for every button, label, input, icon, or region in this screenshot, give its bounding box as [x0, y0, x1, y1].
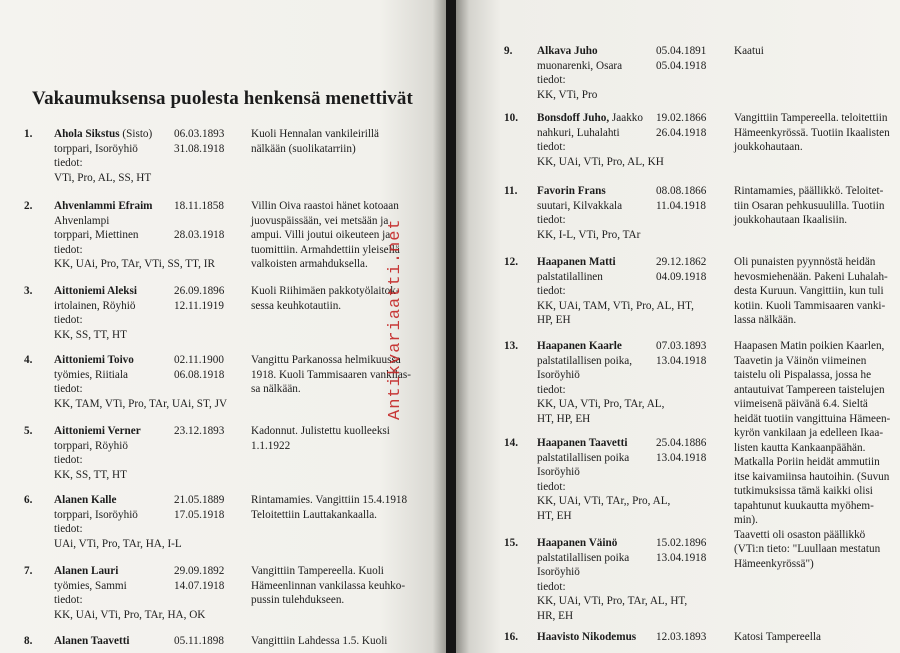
detail-line: KK, UA, VTi, Pro, TAr, AL,: [537, 398, 665, 410]
person-name: Bonsdoff Juho,: [537, 112, 610, 124]
note-line: tutkimuksissa tämä kaikki olisi: [734, 485, 873, 497]
entry-number: 16.: [504, 631, 518, 643]
note-line: 1918. Kuoli Tammisaaren vankilas-: [251, 368, 411, 381]
birth-date: 05.04.1891: [656, 45, 707, 57]
entry-dates: [656, 44, 706, 73]
detail-line: tiedot:: [54, 314, 83, 326]
entry-dates: [174, 424, 224, 439]
entry-name: [537, 436, 627, 451]
note-line: joukkohautaan.: [734, 141, 803, 153]
person-name: Ahola Sikstus: [54, 128, 120, 140]
note-line: sa nälkään.: [251, 383, 301, 395]
entry-number: 6.: [24, 494, 33, 506]
birth-date: 06.03.1893: [174, 128, 225, 140]
detail-line: Ahvenlampi: [54, 214, 110, 227]
birth-date: 21.05.1889: [174, 494, 225, 506]
detail-line: irtolainen, Röyhiö: [54, 299, 136, 312]
watermark: Antikvariaatti.net: [386, 218, 405, 420]
entry-name: [54, 493, 116, 508]
entry-details: [54, 142, 151, 186]
detail-line: palstatilallisen poika: [537, 451, 630, 464]
detail-line: HT, HP, EH: [537, 412, 591, 425]
note-line: pussin tulehdukseen.: [251, 594, 345, 606]
person-name: Aittoniemi Verner: [54, 425, 141, 437]
note-line: tiin Osaran pehkusuulilla. Tuotiin: [734, 199, 885, 212]
detail-line: KK, UAi, TAM, VTi, Pro, AL, HT,: [537, 299, 694, 312]
entry-note: [251, 634, 441, 649]
book-gutter: [446, 0, 456, 653]
entry-name: [537, 255, 616, 270]
note-line: Matkalla Poriin heidät ammutiin: [734, 456, 880, 468]
note-line: Vangittiin Lahdessa 1.5. Kuoli: [251, 635, 388, 647]
detail-line: torppari, Isoröyhiö: [54, 508, 138, 521]
birth-date: 29.12.1862: [656, 256, 707, 268]
note-line: Teloitettiin Lauttakankaalla.: [251, 508, 377, 521]
death-date: 17.05.1918: [174, 508, 225, 521]
detail-line: torppari, Röyhiö: [54, 439, 128, 452]
entry-details: [537, 126, 664, 170]
note-line: Hämeenkyrössä"): [734, 557, 814, 570]
detail-line: Isoröyhiö: [537, 369, 580, 381]
entry-note: [251, 564, 441, 608]
note-line: juovuspäissään, vei metsään ja: [251, 214, 389, 227]
detail-line: tiedot:: [537, 383, 566, 396]
birth-date: 15.02.1896: [656, 537, 707, 549]
entry-name: [537, 44, 598, 59]
detail-line: KK, UAi, Pro, TAr, VTi, SS, TT, IR: [54, 258, 215, 270]
right-page: [456, 0, 900, 653]
detail-line: KK, I-L, VTi, Pro, TAr: [537, 228, 641, 241]
entry-details: [537, 199, 640, 243]
entry-dates: [656, 184, 706, 213]
detail-line: tiedot:: [537, 214, 566, 226]
note-line: valkoisten armahduksella.: [251, 258, 368, 270]
death-date: 28.03.1918: [174, 229, 225, 241]
entry-note: [734, 44, 900, 59]
detail-line: tiedot:: [537, 74, 566, 86]
entry-details: [537, 354, 664, 427]
entry-name: [537, 630, 636, 645]
note-line: antautuivat Tampereen taistelujen: [734, 383, 885, 396]
detail-line: tiedot:: [537, 580, 566, 593]
detail-line: HP, EH: [537, 314, 571, 326]
person-name: Haapanen Taavetti: [537, 437, 628, 449]
note-line: lassa nälkään.: [734, 314, 797, 326]
left-page: [0, 0, 446, 653]
detail-line: työmies, Sammi: [54, 579, 127, 592]
entry-name: [54, 424, 141, 439]
entry-number: 1.: [24, 128, 33, 140]
birth-date: 18.11.1858: [174, 200, 224, 212]
birth-date: 29.09.1892: [174, 565, 225, 577]
entry-name: [54, 127, 152, 142]
detail-line: tiedot:: [54, 157, 83, 169]
note-line: Villin Oiva raastoi hänet kotoaan: [251, 200, 399, 212]
birth-date: 12.03.1893: [656, 631, 707, 643]
entry-note: [734, 339, 900, 571]
entry-name: [54, 634, 130, 649]
detail-line: tiedot:: [54, 594, 83, 606]
entry-dates: [174, 199, 224, 243]
entry-note: [251, 127, 441, 156]
person-name: Alanen Taavetti: [54, 635, 130, 647]
entry-note: [251, 493, 441, 522]
death-date: 13.04.1918: [656, 451, 707, 464]
entry-number: 11.: [504, 185, 518, 197]
birth-date: 19.02.1866: [656, 112, 707, 124]
entry-dates: [656, 536, 706, 565]
entry-name: [54, 284, 137, 299]
birth-date: 23.12.1893: [174, 425, 225, 437]
person-name: Alanen Kalle: [54, 494, 117, 506]
entry-number: 12.: [504, 256, 518, 268]
death-date: 14.07.1918: [174, 579, 225, 592]
note-line: kyrön vankilaan ja edelleen Ikaa-: [734, 427, 884, 439]
entry-dates: [174, 353, 224, 382]
entry-name: [54, 564, 118, 579]
detail-line: suutari, Kilvakkala: [537, 199, 623, 212]
detail-line: KK, UAi, VTi, Pro, TAr, HA, OK: [54, 608, 206, 621]
detail-line: muonarenki, Osara: [537, 59, 623, 72]
detail-line: HT, EH: [537, 509, 572, 522]
death-date: 06.08.1918: [174, 368, 225, 381]
person-name: Alkava Juho: [537, 45, 598, 57]
note-line: Taavetti oli osaston päällikkö: [734, 528, 866, 541]
note-line: Kadonnut. Julistettu kuolleeksi: [251, 425, 390, 437]
detail-line: KK, UAi, VTi, TAr,, Pro, AL,: [537, 495, 671, 507]
note-line: Vangittiin Tampereella. teloitettiin: [734, 112, 888, 124]
entry-number: 13.: [504, 340, 518, 352]
person-name: Aittoniemi Aleksi: [54, 285, 137, 297]
note-line: ampui. Villi joutui oikeuteen ja: [251, 229, 391, 241]
person-name: Aittoniemi Toivo: [54, 354, 134, 366]
death-date: 26.04.1918: [656, 126, 707, 139]
note-line: 1.1.1922: [251, 439, 291, 452]
death-date: [174, 214, 224, 229]
entry-number: 14.: [504, 437, 518, 449]
person-name: Alanen Lauri: [54, 565, 119, 577]
detail-line: palstatilallisen poika,: [537, 354, 633, 367]
note-line: taistelu oli Pispalassa, jossa he: [734, 369, 872, 381]
entry-name: [537, 339, 622, 354]
entry-note: [251, 424, 441, 453]
detail-line: KK, TAM, VTi, Pro, TAr, UAi, ST, JV: [54, 397, 228, 410]
birth-date: 08.08.1866: [656, 185, 707, 197]
entry-number: 2.: [24, 200, 33, 212]
entry-number: 5.: [24, 425, 33, 437]
birth-date: 25.04.1886: [656, 437, 707, 449]
note-line: Haapasen Matin poikien Kaarlen,: [734, 340, 885, 352]
note-line: desta Kuruun. Vangittiin, kun tuli: [734, 285, 884, 297]
detail-line: tiedot:: [537, 141, 566, 153]
entry-number: 3.: [24, 285, 33, 297]
detail-line: nahkuri, Luhalahti: [537, 126, 620, 139]
death-date: 13.04.1918: [656, 551, 707, 564]
note-line: Kaatui: [734, 45, 764, 57]
note-line: Vangittiin Tampereella. Kuoli: [251, 565, 384, 577]
note-line: Rintamamies, päällikkö. Teloitet-: [734, 185, 884, 197]
person-name: Haavisto Nikodemus: [537, 631, 637, 643]
note-line: heidät tuotiin vangittuina Hämeen-: [734, 412, 891, 425]
detail-line: työmies, Riitiala: [54, 368, 128, 381]
note-line: Taavetin ja Väinön viimeinen: [734, 354, 867, 367]
detail-line: KK, SS, TT, HT: [54, 468, 127, 481]
detail-line: Isoröyhiö: [537, 466, 580, 478]
person-name: Ahvenlammi Efraim: [54, 200, 153, 212]
note-line: kotiin. Kuoli Tammisaaren vanki-: [734, 299, 886, 312]
detail-line: HR, EH: [537, 609, 574, 622]
entry-name: [54, 353, 134, 368]
note-line: Katosi Tampereella: [734, 631, 821, 643]
death-date: 31.08.1918: [174, 142, 225, 155]
detail-line: torppari, Isoröyhiö: [54, 142, 138, 155]
entry-name: [537, 184, 606, 199]
death-date: 05.04.1918: [656, 59, 707, 72]
detail-line: torppari, Miettinen: [54, 229, 139, 241]
entry-details: [54, 508, 182, 552]
note-line: sessa keuhkotautiin.: [251, 299, 342, 312]
entry-number: 9.: [504, 45, 513, 57]
birth-date: 07.03.1893: [656, 340, 707, 352]
note-line: Kuoli Hennalan vankileirillä: [251, 128, 379, 140]
note-line: tuomittiin. Armahdettiin yleisellä: [251, 243, 400, 256]
note-line: hevosmiehenään. Pakeni Luhalah-: [734, 270, 888, 283]
death-date: 12.11.1919: [174, 299, 224, 312]
entry-name: [537, 111, 643, 126]
detail-line: tiedot:: [54, 243, 83, 256]
entry-dates: [656, 436, 706, 465]
entry-dates: [174, 284, 224, 313]
note-line: Kuoli Riihimäen pakkotyölaitok-: [251, 285, 400, 297]
person-name-extra: (Sisto): [119, 128, 153, 140]
note-line: joukkohautaan Ikaalisiin.: [734, 214, 848, 226]
death-date: 04.09.1918: [656, 270, 707, 283]
entry-number: 10.: [504, 112, 518, 124]
detail-line: KK, UAi, VTi, Pro, AL, KH: [537, 155, 664, 168]
person-name: Haapanen Väinö: [537, 537, 618, 549]
entry-dates: [656, 630, 706, 645]
note-line: Vangittu Parkanossa helmikuussa: [251, 354, 401, 366]
death-date: 11.04.1918: [656, 199, 706, 212]
detail-line: VTi, Pro, AL, SS, HT: [54, 171, 152, 184]
note-line: viimeisenä päivänä 6.4. Sieltä: [734, 398, 868, 410]
detail-line: UAi, VTi, Pro, TAr, HA, I-L: [54, 537, 182, 550]
entry-details: [537, 59, 622, 103]
note-line: tapahtunut kuukautta myöhem-: [734, 499, 874, 512]
entry-details: [537, 451, 670, 524]
detail-line: tiedot:: [54, 454, 83, 466]
note-line: itse kaivamiinsa hautoihin. (Suvun: [734, 470, 890, 483]
entry-number: 15.: [504, 537, 518, 549]
detail-line: tiedot:: [537, 480, 566, 493]
entry-dates: [174, 634, 224, 649]
entry-dates: [656, 255, 706, 284]
person-name: Favorin Frans: [537, 185, 606, 197]
detail-line: KK, UAi, VTi, Pro, TAr, AL, HT,: [537, 595, 688, 607]
entry-dates: [174, 493, 224, 522]
note-line: (VTi:n tieto: "Luullaan mestatun: [734, 543, 881, 555]
person-name: Haapanen Matti: [537, 256, 616, 268]
entry-dates: [656, 339, 706, 368]
entry-note: [734, 184, 900, 228]
person-name-extra: Jaakko: [609, 112, 643, 124]
detail-line: palstatilallisen poika: [537, 551, 630, 564]
death-date: 13.04.1918: [656, 354, 707, 367]
entry-details: [54, 439, 128, 483]
entry-dates: [174, 127, 224, 156]
note-line: listen kautta Kankaanpäähän.: [734, 441, 866, 454]
note-line: Hämeenlinnan vankilassa keuhko-: [251, 579, 406, 592]
birth-date: 02.11.1900: [174, 354, 224, 366]
detail-line: KK, SS, TT, HT: [54, 328, 127, 341]
entry-number: 4.: [24, 354, 33, 366]
note-line: nälkään (suolikatarriin): [251, 142, 356, 155]
birth-date: 26.09.1896: [174, 285, 225, 297]
note-line: Rintamamies. Vangittiin 15.4.1918: [251, 494, 408, 506]
detail-line: KK, VTi, Pro: [537, 88, 598, 101]
detail-line: tiedot:: [537, 285, 566, 297]
entry-name: [54, 199, 153, 214]
person-name: Haapanen Kaarle: [537, 340, 622, 352]
entry-note: [734, 255, 900, 328]
entry-dates: [656, 111, 706, 140]
entry-details: [54, 299, 135, 343]
detail-line: tiedot:: [54, 523, 83, 535]
entry-name: [537, 536, 617, 551]
entry-note: [734, 111, 900, 155]
note-line: Hämeenkyrössä. Tuotiin Ikaalisten: [734, 126, 890, 139]
detail-line: tiedot:: [54, 383, 83, 395]
page-title: Vakaumuksensa puolesta henkensä menettivät: [32, 88, 413, 109]
birth-date: 05.11.1898: [174, 635, 224, 647]
note-line: min).: [734, 514, 758, 526]
entry-dates: [174, 564, 224, 593]
entry-number: 8.: [24, 635, 33, 647]
note-line: Oli punaisten pyynnöstä heidän: [734, 256, 876, 268]
entry-note: [734, 630, 900, 645]
detail-line: Isoröyhiö: [537, 566, 580, 578]
entry-number: 7.: [24, 565, 33, 577]
detail-line: palstatilallinen: [537, 270, 603, 283]
